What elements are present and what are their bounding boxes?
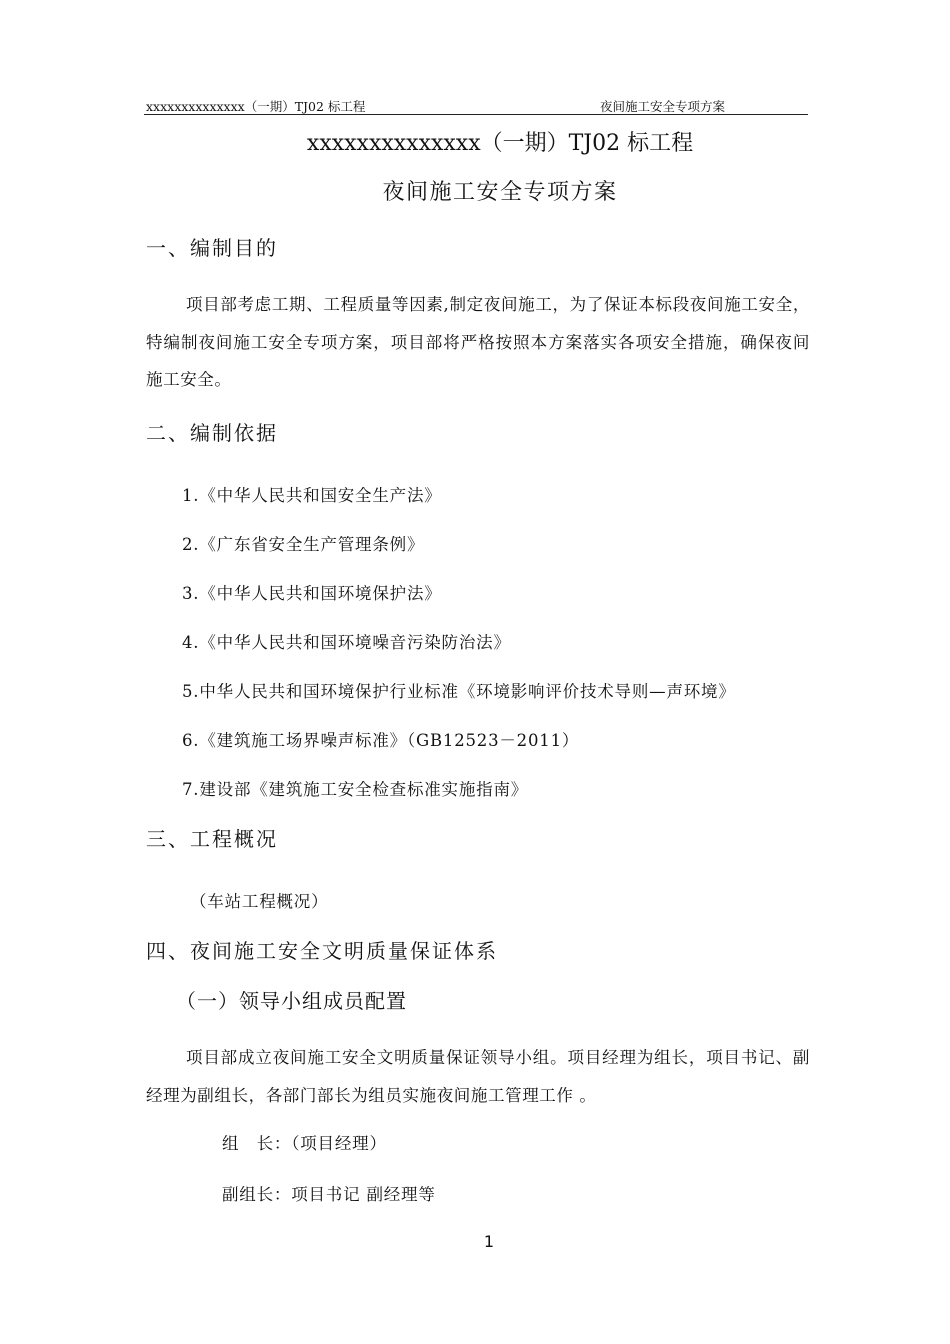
section-heading-purpose: 一、编制目的 (146, 236, 278, 260)
basis-item-4: 4.《中华人民共和国环境噪音污染防治法》 (182, 633, 511, 652)
basis-item-2: 2.《广东省安全生产管理条例》 (182, 535, 425, 554)
member-leader: 组 长：（项目经理） (222, 1134, 387, 1153)
basis-item-6: 6.《建筑施工场界噪声标准》（GB12523－2011） (182, 731, 580, 750)
document-title-line1: xxxxxxxxxxxxxx（一期）TJ02 标工程 (306, 131, 694, 156)
header-rule (144, 114, 808, 115)
running-header-right: 夜间施工安全专项方案 (600, 99, 726, 114)
member-deputy: 副组长：项目书记 副经理等 (222, 1185, 436, 1204)
section-heading-overview: 三、工程概况 (146, 827, 278, 851)
basis-item-1: 1.《中华人民共和国安全生产法》 (182, 486, 442, 505)
section-heading-basis: 二、编制依据 (146, 421, 278, 445)
page-number: 1 (483, 1232, 495, 1251)
document-title-line2: 夜间施工安全专项方案 (382, 180, 618, 205)
basis-item-3: 3.《中华人民共和国环境保护法》 (182, 584, 442, 603)
basis-item-5: 5.中华人民共和国环境保护行业标准《环境影响评价技术导则—声环境》 (182, 682, 736, 701)
running-header-left: xxxxxxxxxxxxxx（一期）TJ02 标工程 (146, 99, 366, 114)
basis-item-7: 7.建设部《建筑施工安全检查标准实施指南》 (182, 780, 529, 799)
overview-note: （车站工程概况） (190, 892, 329, 911)
section-heading-system: 四、夜间施工安全文明质量保证体系 (146, 939, 498, 963)
leadership-paragraph: 项目部成立夜间施工安全文明质量保证领导小组。项目经理为组长，项目书记、副经理为副组长，各部门部长为组员实施夜间施工管理工作 。 (146, 1048, 810, 1105)
purpose-paragraph: 项目部考虑工期、工程质量等因素,制定夜间施工，为了保证本标段夜间施工安全，特编制夜间施工安全专项方案，项目部将严格按照本方案落实各项安全措施，确保夜间施工安全。 (146, 295, 810, 389)
subsection-heading-leadership: （一）领导小组成员配置 (176, 989, 407, 1013)
